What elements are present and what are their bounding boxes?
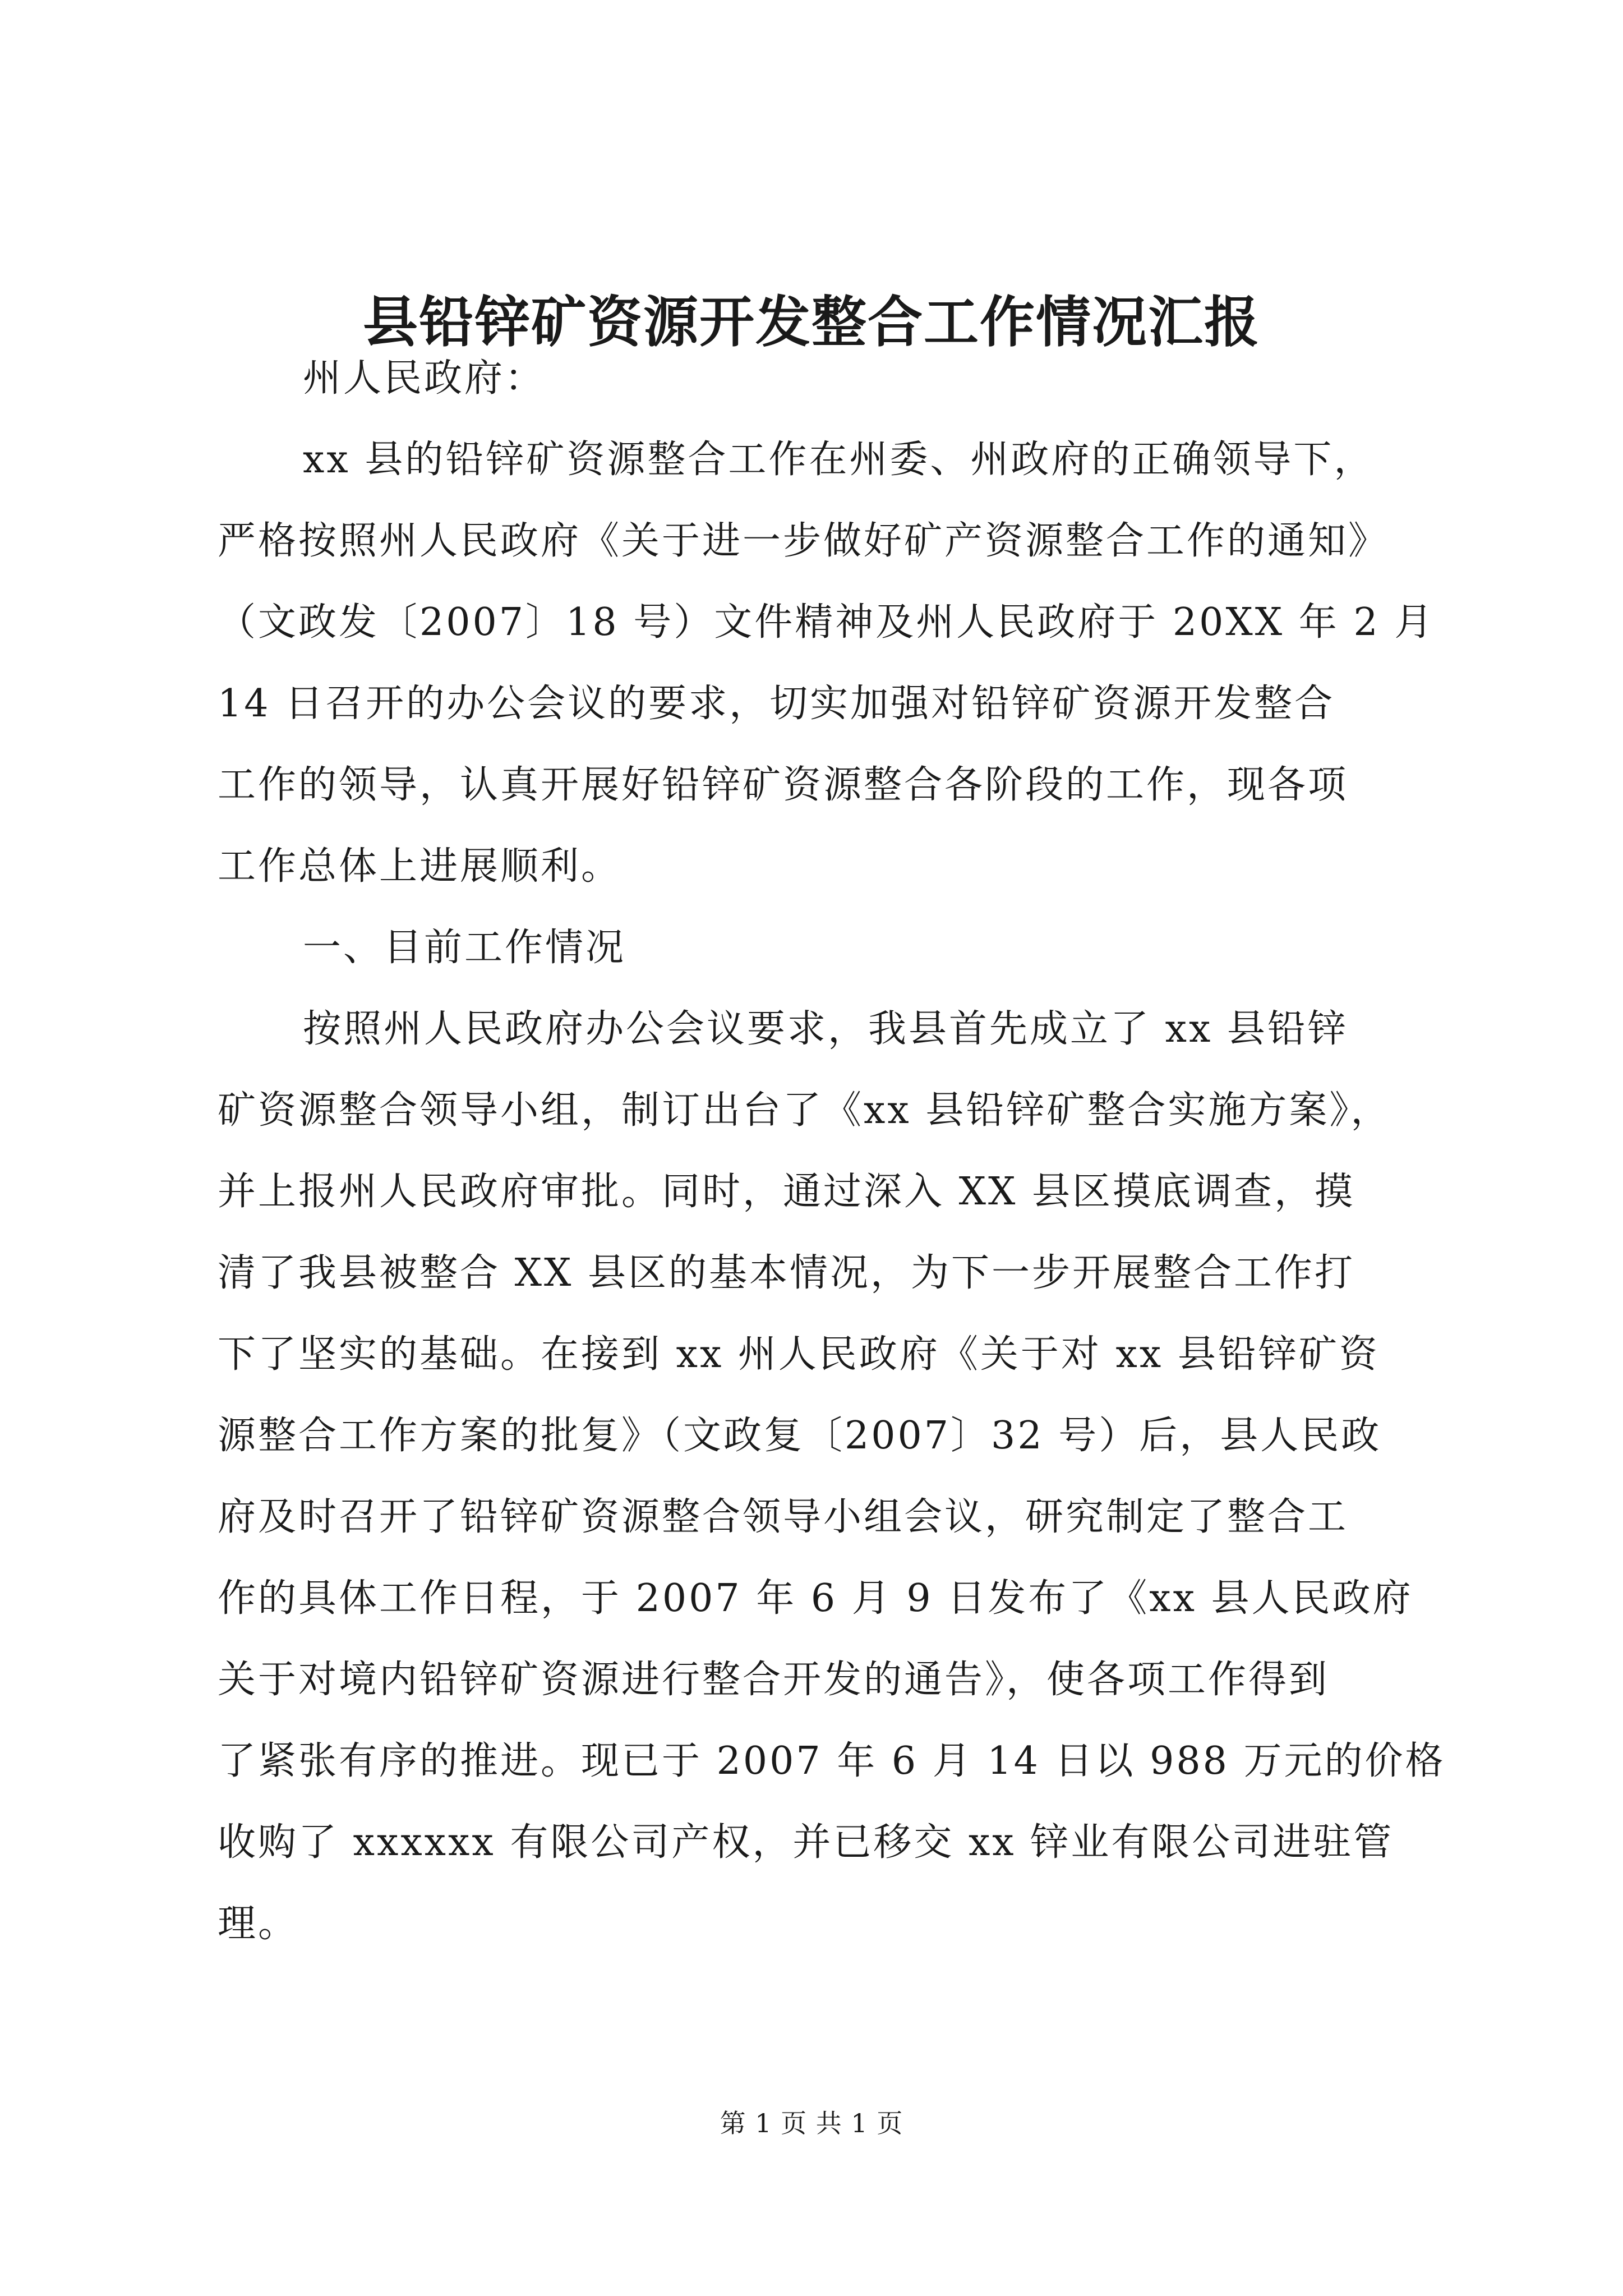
paragraph-line: 收购了 xxxxxx 有限公司产权，并已移交 xx 锌业有限公司进驻管 xyxy=(218,1820,1394,1865)
paragraph-line: 14 日召开的办公会议的要求，切实加强对铅锌矿资源开发整合 xyxy=(218,682,1335,726)
section-heading: 一、目前工作情况 xyxy=(303,926,626,970)
paragraph-line: 清了我县被整合 XX 县区的基本情况，为下一步开展整合工作打 xyxy=(218,1251,1355,1295)
document-title: 县铅锌矿资源开发整合工作情况汇报 xyxy=(362,290,1260,355)
paragraph-line: xx 县的铅锌矿资源整合工作在州委、州政府的正确领导下， xyxy=(303,438,1375,482)
paragraph-line: 严格按照州人民政府《关于进一步做好矿产资源整合工作的通知》 xyxy=(218,519,1389,563)
paragraph-line: 府及时召开了铅锌矿资源整合领导小组会议，研究制定了整合工 xyxy=(218,1495,1349,1539)
paragraph-line: 作的具体工作日程，于 2007 年 6 月 9 日发布了《xx 县人民政府 xyxy=(218,1576,1413,1621)
paragraph-line: 了紧张有序的推进。现已于 2007 年 6 月 14 日以 988 万元的价格 xyxy=(218,1739,1446,1783)
paragraph-line: 源整合工作方案的批复》（文政复〔2007〕32 号）后，县人民政 xyxy=(218,1414,1382,1458)
paragraph-line: 关于对境内铅锌矿资源进行整合开发的通告》，使各项工作得到 xyxy=(218,1658,1330,1702)
paragraph-line: 矿资源整合领导小组，制订出台了《xx 县铅锌矿整合实施方案》， xyxy=(218,1088,1391,1133)
paragraph-line: （文政发〔2007〕18 号）文件精神及州人民政府于 20XX 年 2 月 xyxy=(218,600,1435,645)
page-footer: 第 1 页 共 1 页 xyxy=(720,2108,903,2138)
paragraph-line: 并上报州人民政府审批。同时，通过深入 XX 县区摸底调查，摸 xyxy=(218,1170,1355,1214)
paragraph-line: 理。 xyxy=(218,1902,299,1946)
paragraph-line: 工作总体上进展顺利。 xyxy=(218,844,622,889)
salutation: 州人民政府： xyxy=(303,356,546,401)
paragraph-line: 工作的领导，认真开展好铅锌矿资源整合各阶段的工作，现各项 xyxy=(218,763,1349,807)
paragraph-line: 按照州人民政府办公会议要求，我县首先成立了 xx 县铅锌 xyxy=(303,1007,1348,1051)
paragraph-line: 下了坚实的基础。在接到 xx 州人民政府《关于对 xx 县铅锌矿资 xyxy=(218,1332,1380,1377)
